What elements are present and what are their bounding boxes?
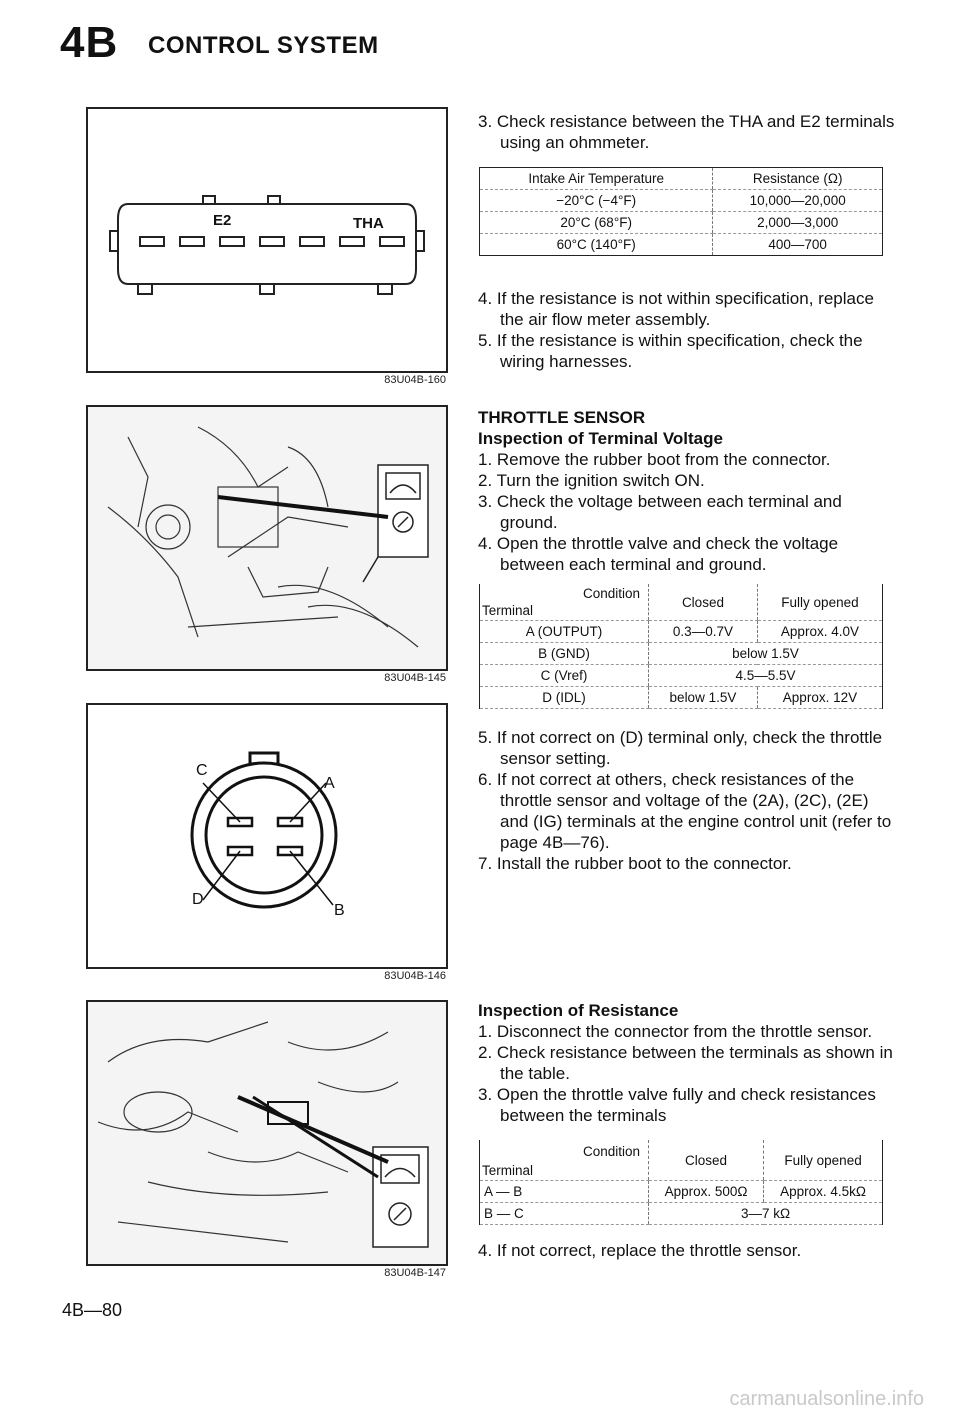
- subsection-heading: Inspection of Terminal Voltage: [478, 429, 723, 448]
- table-header: Closed: [649, 1140, 764, 1181]
- section-title: CONTROL SYSTEM: [148, 32, 379, 59]
- table-cell: Approx. 4.0V: [757, 621, 882, 643]
- section-heading: THROTTLE SENSOR: [478, 408, 646, 427]
- subsection-heading: Inspection of Resistance: [478, 1001, 679, 1020]
- table-cell: 0.3—0.7V: [649, 621, 758, 643]
- table-header: Intake Air Temperature: [480, 168, 713, 190]
- throttle-section: [478, 407, 898, 575]
- table-cell: −20°C (−4°F): [480, 190, 713, 212]
- throttle-connector-diagram: [88, 705, 446, 967]
- figure-caption: 83U04B-147: [384, 1267, 446, 1279]
- connector-tha-diagram: [88, 109, 446, 371]
- step-text: 1. Remove the rubber boot from the connector.: [478, 450, 831, 469]
- table-cell: below 1.5V: [649, 687, 758, 709]
- resistance-section: [478, 1000, 898, 1126]
- table-cell: 2,000—3,000: [713, 212, 883, 234]
- pin-label-a: A: [324, 775, 335, 792]
- step-text: 2. Check resistance between the terminals as shown in the table.: [478, 1043, 893, 1083]
- page-number: 4B—80: [62, 1300, 123, 1320]
- air-temp-followup: [478, 288, 898, 372]
- table-cell: 400—700: [713, 234, 883, 256]
- throttle-resistance-table: [479, 1140, 883, 1225]
- table-header: Fully opened: [764, 1140, 883, 1181]
- throttle-voltage-table: [479, 584, 883, 709]
- table-cell: C (Vref): [480, 665, 649, 687]
- corner-condition: Condition: [582, 586, 640, 601]
- table-header: Resistance (Ω): [713, 168, 883, 190]
- step-text: 5. If not correct on (D) terminal only, check the throttle sensor setting.: [478, 728, 883, 768]
- table-corner: [480, 584, 649, 621]
- table-header: Fully opened: [757, 584, 882, 621]
- figure-caption: 83U04B-160: [384, 374, 446, 386]
- table-cell: B (GND): [480, 643, 649, 665]
- step-text: 4. Open the throttle valve and check the voltage between each terminal and ground.: [478, 534, 839, 574]
- air-temp-section: [478, 111, 898, 153]
- figure-caption: 83U04B-145: [384, 672, 446, 684]
- table-cell: 3—7 kΩ: [649, 1203, 883, 1225]
- table-cell: 20°C (68°F): [480, 212, 713, 234]
- table-cell: 60°C (140°F): [480, 234, 713, 256]
- table-corner: [480, 1140, 649, 1181]
- corner-condition: Condition: [582, 1144, 640, 1159]
- figure-connector-throttle: [86, 703, 448, 969]
- step-text: 3. Check resistance between the THA and E2 terminals using an ohmmeter.: [478, 112, 895, 152]
- corner-terminal: Terminal: [482, 603, 534, 618]
- table-cell: Approx. 4.5kΩ: [764, 1181, 883, 1203]
- table-cell: Approx. 500Ω: [649, 1181, 764, 1203]
- figure-photo-resistance: [86, 1000, 448, 1266]
- step-text: 2. Turn the ignition switch ON.: [478, 471, 705, 490]
- corner-terminal: Terminal: [482, 1163, 534, 1178]
- pin-label-c: C: [196, 762, 208, 779]
- table-cell: A — B: [480, 1181, 649, 1203]
- air-temp-resistance-table: [479, 167, 883, 256]
- step-text: 1. Disconnect the connector from the throttle sensor.: [478, 1022, 873, 1041]
- table-cell: B — C: [480, 1203, 649, 1225]
- step-text: 4. If the resistance is not within specification, replace the air flow meter assembly.: [478, 289, 874, 329]
- step-text: 4. If not correct, replace the throttle sensor.: [478, 1241, 802, 1260]
- figure-photo-voltage: [86, 405, 448, 671]
- step-text: 5. If the resistance is within specification, check the wiring harnesses.: [478, 331, 863, 371]
- figure-connector-tha: [86, 107, 448, 373]
- resistance-followup: [478, 1240, 898, 1261]
- watermark: carmanualsonline.info: [729, 1388, 924, 1410]
- table-cell: Approx. 12V: [757, 687, 882, 709]
- throttle-followup: [478, 727, 898, 874]
- pin-label-b: B: [334, 902, 345, 919]
- label-e2: E2: [213, 212, 232, 229]
- table-cell: 10,000—20,000: [713, 190, 883, 212]
- table-cell: D (IDL): [480, 687, 649, 709]
- label-tha: THA: [353, 215, 384, 232]
- step-text: 7. Install the rubber boot to the connector.: [478, 854, 792, 873]
- step-text: 3. Open the throttle valve fully and check resistances between the terminals: [478, 1085, 876, 1125]
- step-text: 6. If not correct at others, check resistances of the throttle sensor and voltage of the (2A), (2C), (2E) and (IG) terminals at the engine control unit (refer to page 4B—76).: [478, 770, 892, 852]
- table-header: Closed: [649, 584, 758, 621]
- step-text: 3. Check the voltage between each terminal and ground.: [478, 492, 842, 532]
- pin-label-d: D: [192, 891, 204, 908]
- section-code: 4B: [60, 18, 119, 67]
- table-cell: A (OUTPUT): [480, 621, 649, 643]
- table-cell: 4.5—5.5V: [649, 665, 883, 687]
- table-cell: below 1.5V: [649, 643, 883, 665]
- figure-caption: 83U04B-146: [384, 970, 446, 982]
- engine-photo-illustration: [88, 407, 446, 669]
- engine-photo-illustration: [88, 1002, 446, 1264]
